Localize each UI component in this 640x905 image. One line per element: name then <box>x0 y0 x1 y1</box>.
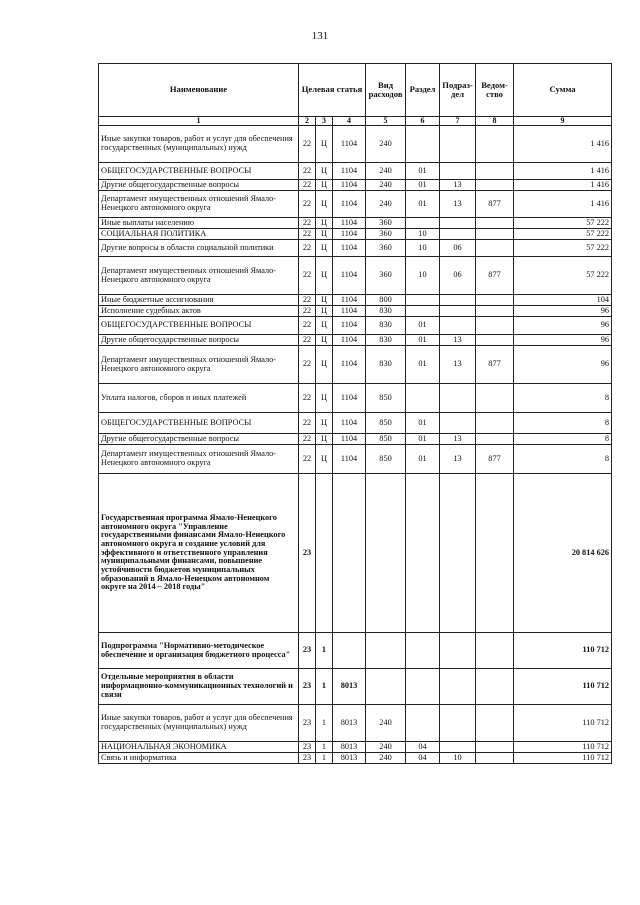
row-article-3: 1104 <box>333 295 366 306</box>
row-section <box>406 669 440 705</box>
row-expense-type: 830 <box>366 317 406 335</box>
table-row <box>99 413 612 434</box>
row-expense-type: 360 <box>366 240 406 257</box>
row-section: 04 <box>406 742 440 753</box>
row-article-3: 1104 <box>333 180 366 191</box>
row-name: СОЦИАЛЬНАЯ ПОЛИТИКА <box>99 229 299 240</box>
row-department <box>476 317 514 335</box>
row-article-2: Ц <box>316 346 333 384</box>
row-expense-type <box>366 669 406 705</box>
header-expense-type: Вид расходов <box>366 64 406 117</box>
row-name: Другие общегосударственные вопросы <box>99 335 299 346</box>
row-section: 01 <box>406 191 440 218</box>
row-article-1: 22 <box>299 295 316 306</box>
row-article-2: 1 <box>316 705 333 742</box>
row-article-3: 1104 <box>333 445 366 474</box>
table-row <box>99 126 612 163</box>
row-article-3: 8013 <box>333 742 366 753</box>
row-sum: 20 814 626 <box>514 474 612 633</box>
row-department <box>476 306 514 317</box>
row-name: Департамент имущественных отношений Ямало-Ненецкого автономного округа <box>99 346 299 384</box>
row-section <box>406 633 440 669</box>
row-article-2: Ц <box>316 295 333 306</box>
row-department <box>476 742 514 753</box>
row-department <box>476 218 514 229</box>
row-subsection: 13 <box>440 445 476 474</box>
row-article-1: 22 <box>299 180 316 191</box>
row-section: 01 <box>406 335 440 346</box>
row-section: 01 <box>406 317 440 335</box>
row-article-1: 22 <box>299 384 316 413</box>
row-article-1: 22 <box>299 434 316 445</box>
row-subsection: 06 <box>440 240 476 257</box>
row-article-2: Ц <box>316 191 333 218</box>
row-subsection <box>440 633 476 669</box>
row-expense-type: 850 <box>366 445 406 474</box>
row-subsection <box>440 384 476 413</box>
col-number: 2 <box>299 117 316 126</box>
row-article-3: 8013 <box>333 669 366 705</box>
row-department <box>476 295 514 306</box>
row-article-2: Ц <box>316 445 333 474</box>
table-row <box>99 306 612 317</box>
row-name: Уплата налогов, сборов и иных платежей <box>99 384 299 413</box>
row-subsection <box>440 218 476 229</box>
table-row <box>99 257 612 295</box>
row-article-1: 22 <box>299 126 316 163</box>
header-section: Раздел <box>406 64 440 117</box>
row-sum: 1 416 <box>514 180 612 191</box>
table-row <box>99 218 612 229</box>
col-number: 8 <box>476 117 514 126</box>
table-row <box>99 317 612 335</box>
column-number-row <box>99 117 612 126</box>
table-row <box>99 705 612 742</box>
row-name: Иные выплаты населению <box>99 218 299 229</box>
row-sum: 104 <box>514 295 612 306</box>
row-article-1: 23 <box>299 742 316 753</box>
row-department <box>476 669 514 705</box>
row-subsection: 13 <box>440 335 476 346</box>
row-sum: 96 <box>514 346 612 384</box>
row-article-3: 1104 <box>333 335 366 346</box>
table-row <box>99 633 612 669</box>
row-section: 04 <box>406 753 440 764</box>
budget-table <box>98 63 612 764</box>
row-article-1: 23 <box>299 633 316 669</box>
row-expense-type: 240 <box>366 705 406 742</box>
row-sum: 57 222 <box>514 257 612 295</box>
table-row <box>99 295 612 306</box>
col-number: 5 <box>366 117 406 126</box>
row-article-1: 22 <box>299 191 316 218</box>
header-target-article: Целевая статья <box>299 64 366 117</box>
row-subsection <box>440 317 476 335</box>
row-expense-type: 360 <box>366 218 406 229</box>
col-number: 1 <box>99 117 299 126</box>
row-article-3: 1104 <box>333 240 366 257</box>
row-article-2: Ц <box>316 434 333 445</box>
row-article-2: Ц <box>316 229 333 240</box>
row-article-3 <box>333 633 366 669</box>
table-row <box>99 335 612 346</box>
table-row <box>99 240 612 257</box>
header-sum: Сумма <box>514 64 612 117</box>
row-article-3: 1104 <box>333 434 366 445</box>
row-expense-type: 240 <box>366 742 406 753</box>
row-article-1: 22 <box>299 413 316 434</box>
row-subsection <box>440 163 476 180</box>
row-subsection: 13 <box>440 346 476 384</box>
row-expense-type: 240 <box>366 163 406 180</box>
row-expense-type: 240 <box>366 126 406 163</box>
row-subsection <box>440 229 476 240</box>
row-subsection: 06 <box>440 257 476 295</box>
row-name: Иные закупки товаров, работ и услуг для обеспечения государственных (муниципальных) нужд <box>99 705 299 742</box>
row-article-1: 23 <box>299 669 316 705</box>
table-row <box>99 753 612 764</box>
row-expense-type <box>366 633 406 669</box>
row-department <box>476 413 514 434</box>
row-name: ОБЩЕГОСУДАРСТВЕННЫЕ ВОПРОСЫ <box>99 163 299 180</box>
row-department <box>476 633 514 669</box>
row-article-2: Ц <box>316 180 333 191</box>
row-sum: 57 222 <box>514 229 612 240</box>
row-subsection <box>440 705 476 742</box>
row-article-1: 22 <box>299 346 316 384</box>
row-article-2: 1 <box>316 633 333 669</box>
col-number: 4 <box>333 117 366 126</box>
row-article-2: Ц <box>316 413 333 434</box>
row-name: Другие общегосударственные вопросы <box>99 180 299 191</box>
table-header-row <box>99 64 612 117</box>
row-article-2: Ц <box>316 163 333 180</box>
row-section: 01 <box>406 413 440 434</box>
row-section: 10 <box>406 257 440 295</box>
row-name: Исполнение судебных актов <box>99 306 299 317</box>
row-subsection: 10 <box>440 753 476 764</box>
row-department <box>476 229 514 240</box>
row-section: 01 <box>406 180 440 191</box>
row-article-1: 23 <box>299 705 316 742</box>
row-sum: 110 712 <box>514 742 612 753</box>
header-department: Ведом-ство <box>476 64 514 117</box>
row-section <box>406 295 440 306</box>
row-name: Иные закупки товаров, работ и услуг для обеспечения государственных (муниципальных) нужд <box>99 126 299 163</box>
row-section <box>406 126 440 163</box>
row-expense-type: 360 <box>366 229 406 240</box>
row-subsection <box>440 474 476 633</box>
row-section <box>406 705 440 742</box>
row-department <box>476 705 514 742</box>
table-row <box>99 180 612 191</box>
row-subsection <box>440 306 476 317</box>
row-department <box>476 753 514 764</box>
row-department <box>476 240 514 257</box>
row-name: ОБЩЕГОСУДАРСТВЕННЫЕ ВОПРОСЫ <box>99 317 299 335</box>
row-expense-type: 240 <box>366 753 406 764</box>
table-row <box>99 191 612 218</box>
row-sum: 1 416 <box>514 191 612 218</box>
row-expense-type: 850 <box>366 413 406 434</box>
col-number: 6 <box>406 117 440 126</box>
row-article-1: 22 <box>299 218 316 229</box>
row-sum: 96 <box>514 335 612 346</box>
row-expense-type: 240 <box>366 180 406 191</box>
row-sum: 57 222 <box>514 218 612 229</box>
table-row <box>99 474 612 633</box>
row-article-1: 22 <box>299 306 316 317</box>
row-section <box>406 384 440 413</box>
row-sum: 96 <box>514 306 612 317</box>
row-article-2: 1 <box>316 742 333 753</box>
row-department <box>476 163 514 180</box>
row-article-2: Ц <box>316 317 333 335</box>
row-article-3: 1104 <box>333 306 366 317</box>
row-sum: 1 416 <box>514 163 612 180</box>
row-subsection <box>440 669 476 705</box>
row-sum: 1 416 <box>514 126 612 163</box>
row-department: 877 <box>476 191 514 218</box>
row-expense-type: 830 <box>366 306 406 317</box>
table-row <box>99 669 612 705</box>
col-number: 3 <box>316 117 333 126</box>
row-article-3: 1104 <box>333 191 366 218</box>
row-article-3 <box>333 474 366 633</box>
col-number: 7 <box>440 117 476 126</box>
row-article-3: 1104 <box>333 384 366 413</box>
row-section: 01 <box>406 434 440 445</box>
row-article-2: Ц <box>316 257 333 295</box>
row-sum: 96 <box>514 317 612 335</box>
row-subsection <box>440 742 476 753</box>
row-expense-type: 800 <box>366 295 406 306</box>
row-sum: 8 <box>514 445 612 474</box>
row-subsection: 13 <box>440 434 476 445</box>
row-expense-type: 360 <box>366 257 406 295</box>
row-section: 01 <box>406 445 440 474</box>
row-article-3: 1104 <box>333 229 366 240</box>
row-article-3: 1104 <box>333 413 366 434</box>
row-name: Подпрограмма "Нормативно-методическое обеспечение и организация бюджетного процесса" <box>99 633 299 669</box>
table-row <box>99 346 612 384</box>
row-article-2: Ц <box>316 384 333 413</box>
row-sum: 110 712 <box>514 633 612 669</box>
row-name: Отдельные мероприятия в области информационно-коммуникационных технологий и связи <box>99 669 299 705</box>
row-name: Другие вопросы в области социальной политики <box>99 240 299 257</box>
row-expense-type: 850 <box>366 384 406 413</box>
row-department: 877 <box>476 445 514 474</box>
table-row <box>99 384 612 413</box>
row-article-1: 22 <box>299 445 316 474</box>
row-expense-type: 850 <box>366 434 406 445</box>
header-subsection: Подраз-дел <box>440 64 476 117</box>
row-article-1: 22 <box>299 335 316 346</box>
row-department: 877 <box>476 346 514 384</box>
row-article-3: 1104 <box>333 126 366 163</box>
row-section: 10 <box>406 229 440 240</box>
row-department <box>476 126 514 163</box>
row-name: Департамент имущественных отношений Ямало-Ненецкого автономного округа <box>99 445 299 474</box>
row-subsection: 13 <box>440 191 476 218</box>
row-sum: 110 712 <box>514 753 612 764</box>
row-article-1: 22 <box>299 229 316 240</box>
row-department: 877 <box>476 257 514 295</box>
row-article-1: 23 <box>299 474 316 633</box>
header-name: Наименование <box>99 64 299 117</box>
row-article-1: 23 <box>299 753 316 764</box>
row-article-2: Ц <box>316 306 333 317</box>
row-article-1: 22 <box>299 240 316 257</box>
row-name: Государственная программа Ямало-Ненецкого автономного округа "Управление государственными финансами Ямало-Ненецкого автономного округа и создание условий для эффективного и ответственного управления муниципальными финансами, повышение устойчивости бюджетов муниципальных образований в Ямало-Ненецком автономном округе на 2014 – 2018 годы" <box>99 474 299 633</box>
row-name: Департамент имущественных отношений Ямало-Ненецкого автономного округа <box>99 191 299 218</box>
row-sum: 110 712 <box>514 705 612 742</box>
row-article-3: 1104 <box>333 346 366 384</box>
row-department <box>476 384 514 413</box>
row-article-3: 8013 <box>333 753 366 764</box>
table-row <box>99 742 612 753</box>
row-article-2: Ц <box>316 240 333 257</box>
table-row <box>99 434 612 445</box>
row-section: 01 <box>406 346 440 384</box>
row-sum: 8 <box>514 384 612 413</box>
row-name: Связь и информатика <box>99 753 299 764</box>
table-row <box>99 445 612 474</box>
row-article-2: Ц <box>316 218 333 229</box>
row-article-1: 22 <box>299 257 316 295</box>
row-name: Другие общегосударственные вопросы <box>99 434 299 445</box>
row-subsection: 13 <box>440 180 476 191</box>
row-article-1: 22 <box>299 317 316 335</box>
row-article-1: 22 <box>299 163 316 180</box>
row-department <box>476 335 514 346</box>
row-article-2: Ц <box>316 335 333 346</box>
row-article-2 <box>316 474 333 633</box>
row-section: 10 <box>406 240 440 257</box>
row-name: ОБЩЕГОСУДАРСТВЕННЫЕ ВОПРОСЫ <box>99 413 299 434</box>
row-subsection <box>440 126 476 163</box>
table-row <box>99 229 612 240</box>
row-article-2: 1 <box>316 669 333 705</box>
col-number: 9 <box>514 117 612 126</box>
row-article-3: 1104 <box>333 257 366 295</box>
row-article-3: 1104 <box>333 163 366 180</box>
row-section <box>406 218 440 229</box>
row-expense-type: 240 <box>366 191 406 218</box>
row-name: НАЦИОНАЛЬНАЯ ЭКОНОМИКА <box>99 742 299 753</box>
row-department <box>476 474 514 633</box>
row-article-3: 1104 <box>333 218 366 229</box>
row-sum: 8 <box>514 413 612 434</box>
row-section: 01 <box>406 163 440 180</box>
row-name: Департамент имущественных отношений Ямало-Ненецкого автономного округа <box>99 257 299 295</box>
row-subsection <box>440 413 476 434</box>
row-article-2: 1 <box>316 753 333 764</box>
row-sum: 8 <box>514 434 612 445</box>
table-row <box>99 163 612 180</box>
row-name: Иные бюджетные ассигнования <box>99 295 299 306</box>
row-expense-type: 830 <box>366 346 406 384</box>
row-article-3: 1104 <box>333 317 366 335</box>
row-article-3: 8013 <box>333 705 366 742</box>
row-department <box>476 180 514 191</box>
row-article-2: Ц <box>316 126 333 163</box>
row-section <box>406 306 440 317</box>
row-subsection <box>440 295 476 306</box>
row-expense-type: 830 <box>366 335 406 346</box>
row-sum: 57 222 <box>514 240 612 257</box>
page-number: 131 <box>311 30 329 42</box>
row-sum: 110 712 <box>514 669 612 705</box>
row-department <box>476 434 514 445</box>
row-expense-type <box>366 474 406 633</box>
row-section <box>406 474 440 633</box>
